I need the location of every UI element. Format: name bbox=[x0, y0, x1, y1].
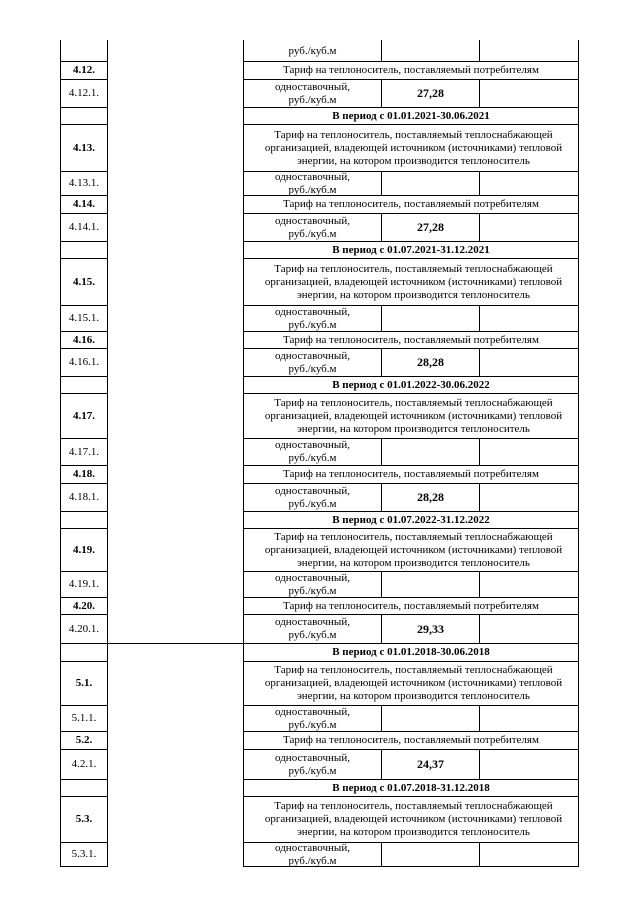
unit-label bbox=[244, 80, 381, 107]
tariff-value-extra bbox=[480, 41, 578, 61]
unit-label-line: одноставочный, bbox=[275, 616, 350, 628]
unit-label bbox=[244, 306, 381, 331]
tariff-value-extra bbox=[480, 439, 578, 465]
row-number: 4.14.1. bbox=[68, 221, 100, 233]
tariff-value-extra bbox=[480, 572, 578, 597]
row-number: 4.15.1. bbox=[68, 312, 100, 324]
unit-label bbox=[244, 214, 381, 241]
unit-label-line: одноставочный, bbox=[275, 751, 350, 764]
unit-label-line: руб./куб.м bbox=[288, 227, 337, 240]
tariff-value bbox=[382, 572, 479, 597]
tariff-value-extra bbox=[480, 615, 578, 643]
unit-label bbox=[244, 615, 381, 643]
row-number: 4.20. bbox=[73, 599, 95, 612]
unit-label-line: руб./куб.м bbox=[288, 718, 337, 731]
consumer-tariff-label: Тариф на теплоноситель, поставляемый потребителям bbox=[283, 198, 539, 210]
tariff-value-extra bbox=[480, 349, 578, 376]
row-number bbox=[61, 377, 107, 393]
unit-label bbox=[244, 843, 381, 866]
tariff-value bbox=[382, 306, 479, 331]
tariff-value bbox=[382, 439, 479, 465]
unit-label bbox=[244, 41, 381, 61]
unit-label bbox=[244, 172, 381, 195]
consumer-tariff-label: Тариф на теплоноситель, поставляемый потребителям bbox=[283, 468, 539, 480]
row-number: 4.19.1. bbox=[68, 578, 100, 590]
tariff-value: 27,28 bbox=[417, 220, 444, 234]
unit-label-line: руб./куб.м bbox=[288, 452, 337, 464]
tariff-value-extra bbox=[480, 172, 578, 195]
row-number bbox=[61, 512, 107, 528]
period-header: В период с 01.01.2021-30.06.2021 bbox=[332, 109, 490, 122]
tariff-value-extra bbox=[480, 843, 578, 866]
unit-label bbox=[244, 572, 381, 597]
supplier-tariff-label: Тариф на теплоноситель, поставляемый теплоснабжающей организацией, владеющей источником (источниками) тепловой энергии, на котором производится теплоноситель bbox=[264, 128, 563, 167]
row-number: 4.12.1. bbox=[68, 87, 100, 99]
unit-label bbox=[244, 484, 381, 511]
unit-label bbox=[244, 706, 381, 731]
consumer-tariff-label: Тариф на теплоноситель, поставляемый потребителям bbox=[283, 333, 539, 346]
unit-label-line: руб./куб.м bbox=[288, 629, 337, 641]
consumer-tariff-label: Тариф на теплоноситель, поставляемый потребителям bbox=[283, 599, 539, 612]
period-header: В период с 01.01.2018-30.06.2018 bbox=[332, 646, 490, 658]
unit-label-line: одноставочный, bbox=[275, 706, 350, 718]
unit-label-line: руб./куб.м bbox=[288, 854, 337, 866]
tariff-value: 24,37 bbox=[417, 757, 444, 771]
supplier-tariff-label: Тариф на теплоноситель, поставляемый теплоснабжающей организацией, владеющей источником (источниками) тепловой энергии, на котором производится теплоноситель bbox=[264, 262, 563, 301]
period-header: В период с 01.07.2018-31.12.2018 bbox=[332, 781, 490, 794]
tariff-value-extra bbox=[480, 706, 578, 731]
row-number: 5.3.1. bbox=[71, 848, 97, 860]
tariff-value-extra bbox=[480, 214, 578, 241]
unit-label-line: руб./куб.м bbox=[288, 764, 337, 777]
row-number bbox=[61, 644, 107, 661]
row-number: 5.3. bbox=[75, 813, 93, 825]
unit-label-line: одноставочный, bbox=[275, 172, 350, 183]
unit-label-line: руб./куб.м bbox=[288, 362, 337, 375]
row-number: 4.13. bbox=[73, 141, 95, 154]
unit-label-line: одноставочный, bbox=[275, 349, 350, 362]
row-number: 4.16. bbox=[73, 333, 95, 346]
tariff-value bbox=[382, 41, 479, 61]
consumer-tariff-label: Тариф на теплоноситель, поставляемый потребителям bbox=[283, 64, 539, 76]
tariff-value bbox=[382, 843, 479, 866]
row-number: 5.1.1. bbox=[71, 712, 97, 724]
row-number bbox=[61, 242, 107, 258]
supplier-tariff-label: Тариф на теплоноситель, поставляемый теплоснабжающей организацией, владеющей источником (источниками) тепловой энергии, на котором производится теплоноситель bbox=[264, 664, 563, 702]
unit-label-line: одноставочный, bbox=[275, 484, 350, 497]
unit-label-line: руб./куб.м bbox=[288, 584, 337, 597]
tariff-value bbox=[382, 172, 479, 195]
row-number: 4.17.1. bbox=[68, 445, 100, 458]
row-line-number-column bbox=[60, 866, 108, 867]
row-number: 4.18. bbox=[73, 468, 95, 480]
unit-label-line: руб./куб.м bbox=[288, 44, 337, 57]
unit-label-line: одноставочный, bbox=[275, 843, 350, 854]
section-divider bbox=[107, 643, 243, 644]
unit-label bbox=[244, 439, 381, 465]
row-number: 5.2. bbox=[75, 734, 93, 746]
unit-label-line: одноставочный, bbox=[275, 80, 350, 93]
row-number: 4.17. bbox=[73, 409, 95, 422]
tariff-value: 29,33 bbox=[417, 621, 444, 636]
supplier-tariff-label: Тариф на теплоноситель, поставляемый теплоснабжающей организацией, владеющей источником (источниками) тепловой энергии, на котором производится теплоноситель bbox=[264, 800, 563, 838]
row-number: 4.13.1. bbox=[68, 177, 100, 189]
unit-label-line: одноставочный, bbox=[275, 214, 350, 227]
period-header: В период с 01.07.2022-31.12.2022 bbox=[332, 513, 490, 526]
tariff-value bbox=[382, 706, 479, 731]
row-number bbox=[61, 41, 107, 61]
tariff-value: 28,28 bbox=[417, 355, 444, 369]
unit-label-line: руб./куб.м bbox=[288, 497, 337, 510]
period-header: В период с 01.01.2022-30.06.2022 bbox=[332, 378, 490, 391]
unit-label bbox=[244, 349, 381, 376]
tariff-value-extra bbox=[480, 750, 578, 779]
row-number: 4.16.1. bbox=[68, 356, 100, 368]
tariff-value: 27,28 bbox=[417, 86, 444, 100]
unit-label-line: одноставочный, bbox=[275, 572, 350, 584]
tariff-value-extra bbox=[480, 484, 578, 511]
unit-label-line: руб./куб.м bbox=[288, 318, 337, 331]
row-number: 4.20.1. bbox=[68, 622, 100, 635]
unit-label bbox=[244, 750, 381, 779]
period-header: В период с 01.07.2021-31.12.2021 bbox=[332, 243, 490, 256]
unit-label-line: одноставочный, bbox=[275, 306, 350, 318]
row-number: 4.18.1. bbox=[68, 491, 100, 503]
row-number: 5.1. bbox=[75, 677, 93, 689]
unit-label-line: руб./куб.м bbox=[288, 93, 337, 106]
supplier-tariff-label: Тариф на теплоноситель, поставляемый теплоснабжающей организацией, владеющей источником (источниками) тепловой энергии, на котором производится теплоноситель bbox=[264, 396, 563, 435]
row-number bbox=[61, 108, 107, 124]
unit-label-line: одноставочный, bbox=[275, 439, 350, 451]
row-number: 4.19. bbox=[73, 543, 95, 556]
tariff-value: 28,28 bbox=[417, 490, 444, 504]
tariff-value-extra bbox=[480, 306, 578, 331]
tariff-value-extra bbox=[480, 80, 578, 107]
unit-label-line: руб./куб.м bbox=[288, 183, 337, 195]
consumer-tariff-label: Тариф на теплоноситель, поставляемый потребителям bbox=[283, 734, 539, 746]
row-line bbox=[243, 866, 579, 867]
row-number: 4.14. bbox=[73, 198, 95, 210]
column-line-number-right bbox=[107, 40, 108, 866]
row-number: 4.15. bbox=[73, 275, 95, 288]
row-number: 4.12. bbox=[73, 64, 95, 76]
supplier-tariff-label: Тариф на теплоноситель, поставляемый теплоснабжающей организацией, владеющей источником (источниками) тепловой энергии, на котором производится теплоноситель bbox=[264, 530, 563, 569]
row-number: 4.2.1. bbox=[71, 758, 97, 770]
row-number bbox=[61, 780, 107, 796]
